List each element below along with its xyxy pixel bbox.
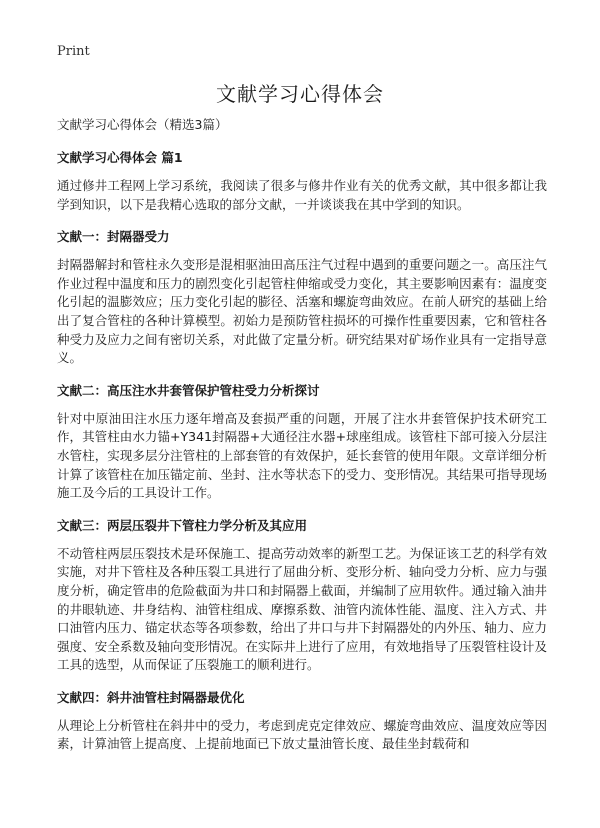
section-3-heading: 文献三：两层压裂井下管柱力学分析及其应用 [57, 517, 308, 533]
document-title: 文献学习心得体会 [216, 82, 384, 106]
section-4-heading: 文献四：斜井油管柱封隔器最优化 [57, 689, 245, 705]
section-2-heading: 文献二：高压注水井套管保护管柱受力分析探讨 [57, 382, 320, 398]
section-4-body: 从理论上分析管柱在斜井中的受力，考虑到虎克定律效应、螺旋弯曲效应、温度效应等因素，计算油管上提高度、上提前地面已下放丈量油管长度、最佳坐封载荷和 [57, 717, 547, 752]
document-subtitle: 文献学习心得体会（精选3篇） [57, 117, 228, 132]
section-2-body: 针对中原油田注水压力逐年增高及套损严重的问题，开展了注水井套管保护技术研究工作，其管柱由水力锚+Y341封隔器+大通径注水器+球座组成。该管柱下部可接入分层注水管柱，实现多层分注管柱的上部套管的有效保护，延长套管的使用年限。文章详细分析计算了该管柱在加压锚定前、坐封、注水等状态下的受力、变形情况。其结果可指导现场施工及今后的工具设计工作。 [57, 410, 547, 501]
intro-paragraph: 通过修井工程网上学习系统，我阅读了很多与修井作业有关的优秀文献，其中很多都让我学到知识，以下是我精心选取的部分文献，一并谈谈我在其中学到的知识。 [57, 178, 547, 212]
document-body [57, 116, 547, 768]
section-1-heading: 文献一：封隔器受力 [57, 229, 170, 245]
section-1-body: 封隔器解封和管柱永久变形是混相驱油田高压注气过程中遇到的重要问题之一。高压注气作业过程中温度和压力的剧烈变化引起管柱伸缩或受力变化，其主要影响因素有：温度变化引起的温膨效应；压力变化引起的膨径、活塞和螺旋弯曲效应。在前人研究的基础上给出了复合管柱的各种计算模型。初始力是预防管柱损坏的可操作性重要因素，它和管柱各种受力及应力之间有密切关系，对此做了定量分析。研究结果对矿场作业具有一定指导意义。 [57, 257, 547, 366]
print-link[interactable]: Print [57, 44, 90, 59]
part-heading: 文献学习心得体会 篇1 [57, 150, 183, 165]
section-3-body: 不动管柱两层压裂技术是环保施工、提高劳动效率的新型工艺。为保证该工艺的科学有效实施，对井下管柱及各种压裂工具进行了屈曲分析、变形分析、轴向受力分析、应力与强度分析，确定管串的危险截面为井口和封隔器上截面，并编制了应用软件。通过输入油井的井眼轨迹、井身结构、油管柱组成、摩擦系数、油管内流体性能、温度、注入方式、井口油管内压力、锚定状态等各项参数，给出了井口与井下封隔器处的内外压、轴力、应力强度、安全系数及轴向变形情况。在实际井上进行了应用，有效地指导了压裂管柱设计及工具的选型，从而保证了压裂施工的顺利进行。 [57, 545, 547, 673]
